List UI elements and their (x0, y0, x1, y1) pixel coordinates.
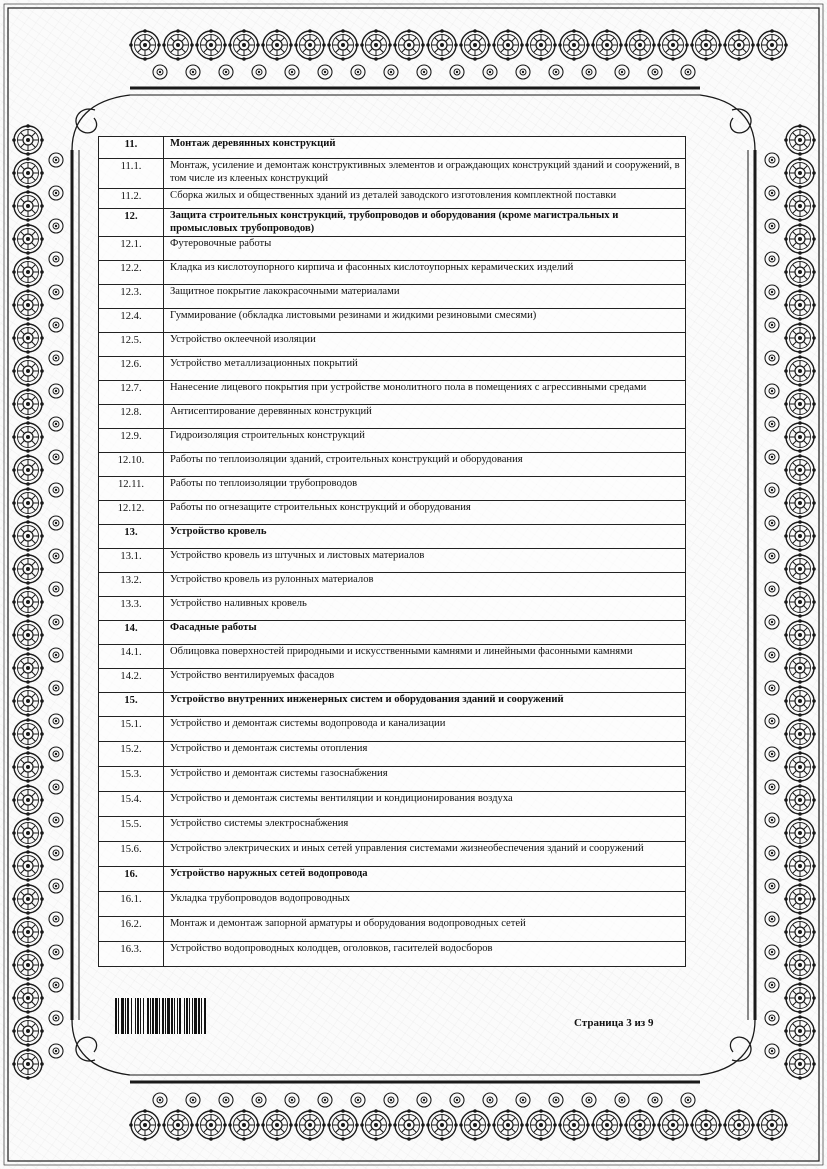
row-number: 13.2. (99, 573, 164, 597)
row-text: Работы по огнезащите строительных конструкций и оборудования (164, 501, 686, 525)
table-row (99, 742, 686, 767)
table-row (99, 501, 686, 525)
row-number: 12.12. (99, 501, 164, 525)
current-page: 3 (626, 1017, 632, 1029)
table-row (99, 942, 686, 967)
table-row (99, 285, 686, 309)
row-text: Кладка из кислотоупорного кирпича и фасонных кислотоупорных керамических изделий (164, 261, 686, 285)
row-text: Монтаж, усиление и демонтаж конструктивных элементов и ограждающих конструкций зданий и сооружений, в том числе из клееных конструкций (164, 159, 686, 189)
row-number: 13.3. (99, 597, 164, 621)
table-row (99, 381, 686, 405)
row-text: Укладка трубопроводов водопроводных (164, 892, 686, 917)
row-number: 16.1. (99, 892, 164, 917)
barcode (115, 998, 280, 1034)
row-text: Фасадные работы (164, 621, 686, 645)
table-row (99, 429, 686, 453)
row-text: Футеровочные работы (164, 237, 686, 261)
table-row (99, 405, 686, 429)
page-word: Страница (574, 1017, 624, 1029)
row-number: 11.2. (99, 189, 164, 209)
row-text: Устройство наружных сетей водопровода (164, 867, 686, 892)
row-number: 15.5. (99, 817, 164, 842)
table-row (99, 549, 686, 573)
row-number: 12.1. (99, 237, 164, 261)
table-row (99, 477, 686, 501)
row-text: Облицовка поверхностей природными и искусственными камнями и линейными фасонными камнями (164, 645, 686, 669)
row-text: Нанесение лицевого покрытия при устройстве монолитного пола в помещениях с агрессивными средами (164, 381, 686, 405)
table-row (99, 309, 686, 333)
row-text: Защита строительных конструкций, трубопроводов и оборудования (кроме магистральных и промысловых трубопроводов) (164, 209, 686, 237)
row-number: 12.8. (99, 405, 164, 429)
row-number: 15.1. (99, 717, 164, 742)
row-text: Гуммирование (обкладка листовыми резинами и жидкими резиновыми смесями) (164, 309, 686, 333)
of-word: из (634, 1017, 646, 1029)
row-number: 16.2. (99, 917, 164, 942)
table-row (99, 645, 686, 669)
row-number: 16. (99, 867, 164, 892)
section-row (99, 209, 686, 237)
row-text: Монтаж и демонтаж запорной арматуры и оборудования водопроводных сетей (164, 917, 686, 942)
table-row (99, 767, 686, 792)
row-text: Устройство и демонтаж системы вентиляции и кондиционирования воздуха (164, 792, 686, 817)
row-text: Устройство кровель из штучных и листовых материалов (164, 549, 686, 573)
section-row (99, 693, 686, 717)
row-text: Устройство оклеечной изоляции (164, 333, 686, 357)
row-text: Устройство водопроводных колодцев, оголовков, гасителей водосборов (164, 942, 686, 967)
row-text: Устройство внутренних инженерных систем и оборудования зданий и сооружений (164, 693, 686, 717)
table-row (99, 597, 686, 621)
row-text: Устройство кровель из рулонных материалов (164, 573, 686, 597)
row-number: 12.9. (99, 429, 164, 453)
row-number: 15.3. (99, 767, 164, 792)
table-row (99, 357, 686, 381)
table-row (99, 333, 686, 357)
table-row (99, 669, 686, 693)
table-row (99, 717, 686, 742)
table-row (99, 892, 686, 917)
row-text: Устройство вентилируемых фасадов (164, 669, 686, 693)
row-number: 12.10. (99, 453, 164, 477)
section-row (99, 137, 686, 159)
row-number: 11.1. (99, 159, 164, 189)
row-number: 15.4. (99, 792, 164, 817)
row-number: 14.1. (99, 645, 164, 669)
row-number: 15.6. (99, 842, 164, 867)
row-number: 12.7. (99, 381, 164, 405)
section-row (99, 621, 686, 645)
row-number: 15.2. (99, 742, 164, 767)
table-row (99, 261, 686, 285)
page-number (574, 1017, 653, 1029)
row-number: 15. (99, 693, 164, 717)
row-text: Устройство и демонтаж системы отопления (164, 742, 686, 767)
table-row (99, 159, 686, 189)
row-text: Устройство электрических и иных сетей управления системами жизнеобеспечения зданий и сооружений (164, 842, 686, 867)
row-number: 16.3. (99, 942, 164, 967)
table-row (99, 817, 686, 842)
table-row (99, 792, 686, 817)
table-row (99, 573, 686, 597)
row-text: Гидроизоляция строительных конструкций (164, 429, 686, 453)
table-row (99, 189, 686, 209)
row-number: 13. (99, 525, 164, 549)
row-text: Устройство и демонтаж системы газоснабжения (164, 767, 686, 792)
activity-table (98, 136, 686, 967)
row-text: Устройство кровель (164, 525, 686, 549)
row-text: Защитное покрытие лакокрасочными материалами (164, 285, 686, 309)
section-row (99, 867, 686, 892)
table-row (99, 917, 686, 942)
row-text: Устройство системы электроснабжения (164, 817, 686, 842)
row-text: Устройство металлизационных покрытий (164, 357, 686, 381)
table-row (99, 237, 686, 261)
row-number: 11. (99, 137, 164, 159)
table-row (99, 453, 686, 477)
row-number: 12.2. (99, 261, 164, 285)
row-text: Монтаж деревянных конструкций (164, 137, 686, 159)
row-number: 12.3. (99, 285, 164, 309)
section-row (99, 525, 686, 549)
row-text: Антисептирование деревянных конструкций (164, 405, 686, 429)
row-number: 14.2. (99, 669, 164, 693)
row-text: Работы по теплоизоляции трубопроводов (164, 477, 686, 501)
row-number: 12.11. (99, 477, 164, 501)
row-text: Устройство и демонтаж системы водопровода и канализации (164, 717, 686, 742)
row-number: 12.5. (99, 333, 164, 357)
table-row (99, 842, 686, 867)
row-number: 12. (99, 209, 164, 237)
row-text: Устройство наливных кровель (164, 597, 686, 621)
row-number: 12.6. (99, 357, 164, 381)
row-number: 14. (99, 621, 164, 645)
row-number: 13.1. (99, 549, 164, 573)
row-text: Сборка жилых и общественных зданий из деталей заводского изготовления комплектной поставки (164, 189, 686, 209)
row-text: Работы по теплоизоляции зданий, строительных конструкций и оборудования (164, 453, 686, 477)
total-pages: 9 (647, 1017, 654, 1029)
row-number: 12.4. (99, 309, 164, 333)
